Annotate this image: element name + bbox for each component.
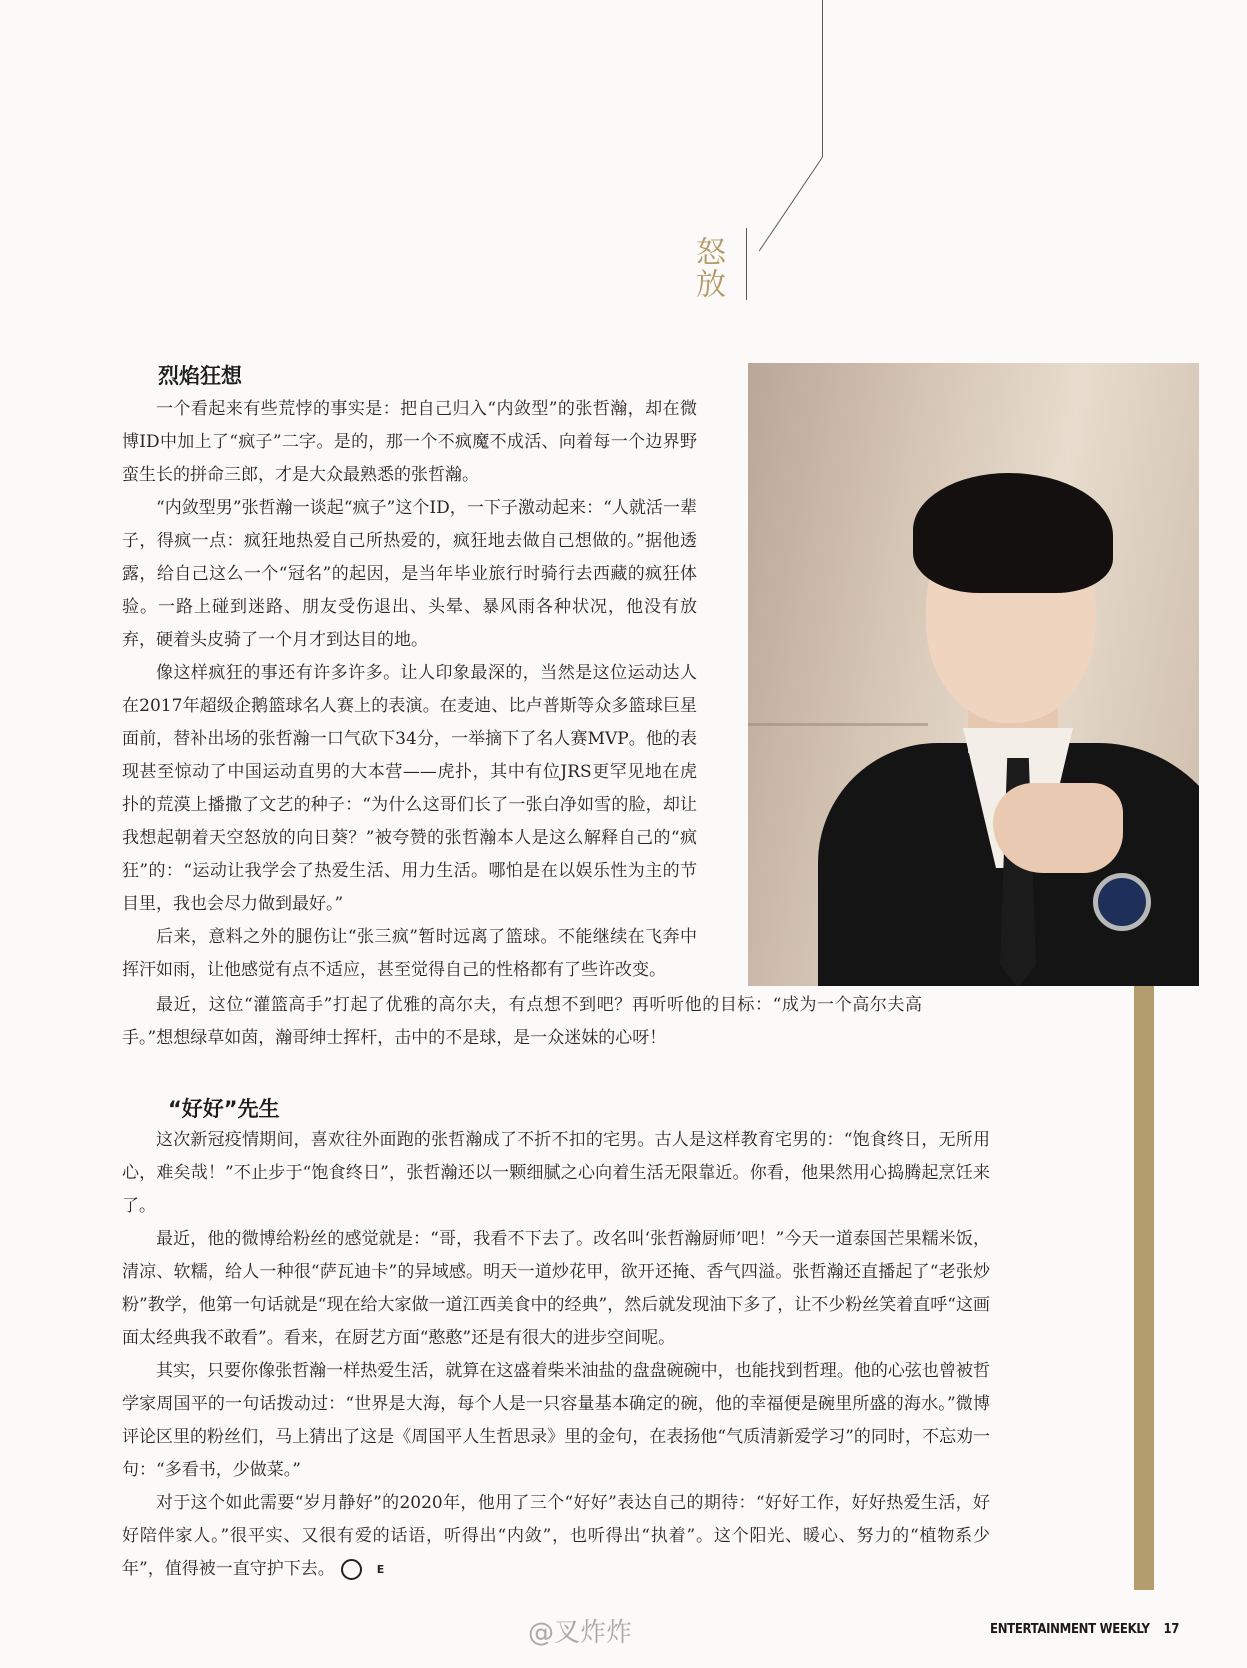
- section1-body: [122, 393, 697, 987]
- section-side-title: 怒放: [690, 236, 725, 300]
- paragraph: [122, 1487, 990, 1586]
- photo-hand: [993, 783, 1123, 873]
- photo-background-shelf: [748, 723, 928, 726]
- paragraph: 这次新冠疫情期间，喜欢往外面跑的张哲瀚成了不折不扣的宅男。古人是这样教育宅男的：“饱食终日，无所用心，难矣哉！”不止步于“饱食终日”，张哲瀚还以一颗细腻之心向着生活无限靠近。你看，他果然用心捣腾起烹饪来了。: [122, 1130, 990, 1216]
- end-mark-icon: E: [341, 1559, 362, 1580]
- gold-accent-bar: [1134, 986, 1154, 1590]
- section2-body: [122, 1124, 990, 1586]
- photo-watch: [1093, 873, 1151, 931]
- decorative-line-vertical-top: [822, 0, 823, 157]
- section1-heading: 烈焰狂想: [158, 364, 242, 388]
- paragraph: 一个看起来有些荒悖的事实是：把自己归入“内敛型”的张哲瀚，却在微博ID中加上了“疯子”二字。是的，那一个不疯魔不成活、向着每一个边界野蛮生长的拼命三郎，才是大众最熟悉的张哲瀚。: [122, 399, 697, 485]
- magazine-name: ENTERTAINMENT WEEKLY: [990, 1622, 1150, 1637]
- paragraph: 最近，这位“灌篮高手”打起了优雅的高尔夫，有点想不到吧？再听听他的目标：“成为一个高尔夫高手。”想想绿草如茵，瀚哥绅士挥杆，击中的不是球，是一众迷妹的心呀！: [122, 995, 922, 1048]
- paragraph: 像这样疯狂的事还有许多许多。让人印象最深的，当然是这位运动达人在2017年超级企鹅篮球名人赛上的表演。在麦迪、比卢普斯等众多篮球巨星面前，替补出场的张哲瀚一口气砍下34分，一举摘下了名人赛MVP。他的表现甚至惊动了中国运动直男的大本营——虎扑，其中有位JRS更罕见地在虎扑的荒漠上播撒了文艺的种子：“为什么这哥们长了一张白净如雪的脸，却让我想起朝着天空怒放的向日葵？”被夸赞的张哲瀚本人是这么解释自己的“疯狂”的：“运动让我学会了热爱生活、用力生活。哪怕是在以娱乐性为主的节目里，我也会尽力做到最好。”: [122, 663, 697, 914]
- section1-last-paragraph: [122, 989, 922, 1055]
- paragraph-text: 对于这个如此需要“岁月静好”的2020年，他用了三个“好好”表达自己的期待：“好好工作，好好热爱生活，好好陪伴家人。”很平实、又很有爱的话语，听得出“内敛”，也听得出“执着”。这个阳光、暖心、努力的“植物系少年”，值得被一直守护下去。: [122, 1493, 990, 1579]
- photo-hair: [913, 473, 1113, 593]
- section2-heading: “好好”先生: [168, 1097, 280, 1121]
- decorative-line-diagonal: [759, 157, 823, 251]
- paragraph: 最近，他的微博给粉丝的感觉就是：“哥，我看不下去了。改名叫‘张哲瀚厨师’吧！”今天一道泰国芒果糯米饭，清凉、软糯，给人一种很“萨瓦迪卡”的异域感。明天一道炒花甲，欲开还掩、香气四溢。张哲瀚还直播起了“老张炒粉”教学，他第一句话就是“现在给大家做一道江西美食中的经典”，然后就发现油下多了，让不少粉丝笑着直呼“这画面太经典我不敢看”。看来，在厨艺方面“憨憨”还是有很大的进步空间呢。: [122, 1229, 990, 1348]
- portrait-photo: [748, 363, 1199, 986]
- decorative-line-vertical-bottom: [746, 228, 747, 300]
- paragraph: 后来，意料之外的腿伤让“张三疯”暂时远离了篮球。不能继续在飞奔中挥汗如雨，让他感觉有点不适应，甚至觉得自己的性格都有了些许改变。: [122, 927, 697, 980]
- paragraph: 其实，只要你像张哲瀚一样热爱生活，就算在这盛着柴米油盐的盘盘碗碗中，也能找到哲理。他的心弦也曾被哲学家周国平的一句话拨动过：“世界是大海，每个人是一只容量基本确定的碗，他的幸福便是碗里所盛的海水。”微博评论区里的粉丝们，马上猜出了这是《周国平人生哲思录》里的金句，在表扬他“气质清新爱学习”的同时，不忘劝一句：“多看书，少做菜。”: [122, 1361, 990, 1480]
- paragraph: “内敛型男”张哲瀚一谈起“疯子”这个ID，一下子激动起来：“人就活一辈子，得疯一点：疯狂地热爱自己所热爱的，疯狂地去做自己想做的。”据他透露，给自己这么一个“冠名”的起因，是当年毕业旅行时骑行去西藏的疯狂体验。一路上碰到迷路、朋友受伤退出、头晕、暴风雨各种状况，他没有放弃，硬着头皮骑了一个月才到达目的地。: [122, 498, 697, 650]
- weibo-watermark: @叉炸炸: [528, 1618, 633, 1648]
- page-number: 17: [1163, 1622, 1180, 1637]
- page-footer: [990, 1622, 1179, 1637]
